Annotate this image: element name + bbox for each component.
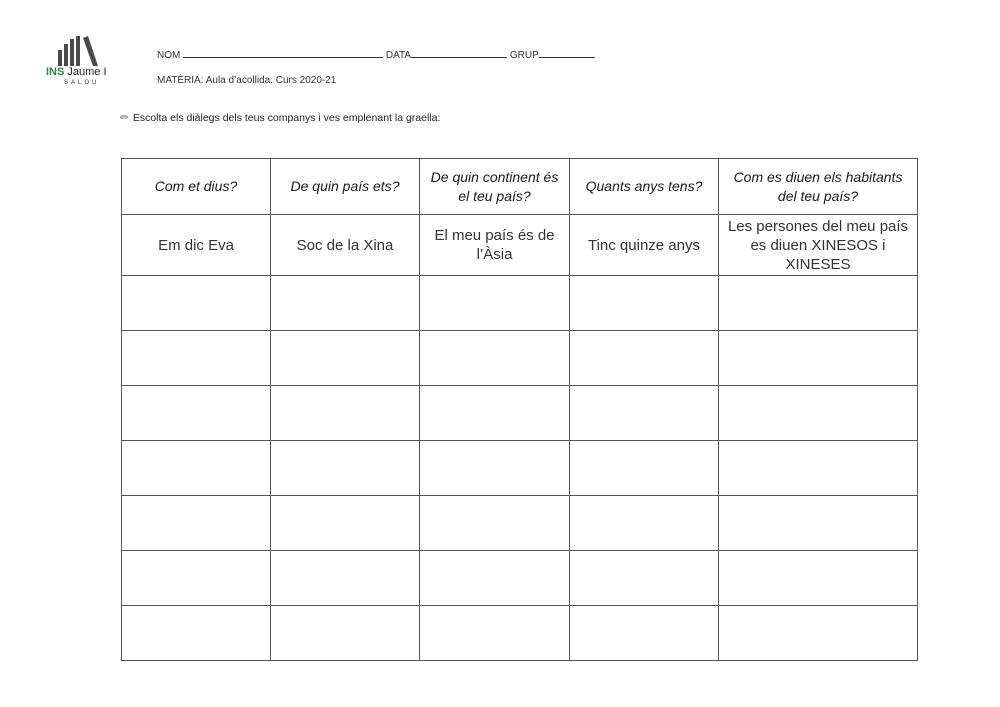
nom-label: NOM <box>157 50 181 61</box>
answer-cell[interactable] <box>271 551 420 606</box>
answer-cell[interactable] <box>420 331 570 386</box>
pencil-icon: ✏ <box>120 112 129 124</box>
answer-cell[interactable] <box>271 386 420 441</box>
school-logo <box>44 36 120 88</box>
example-cell-continent: El meu país és de l’Àsia <box>420 215 570 276</box>
answer-cell[interactable] <box>122 331 271 386</box>
answer-cell[interactable] <box>420 496 570 551</box>
answer-cell[interactable] <box>719 441 918 496</box>
header-cell-inhabitants: Com es diuen els habitants del teu país? <box>719 159 918 215</box>
example-cell-name: Em dic Eva <box>122 215 271 276</box>
school-name <box>46 66 107 78</box>
answer-cell[interactable] <box>570 496 719 551</box>
grup-label: GRUP <box>509 50 539 61</box>
instruction-text: Escolta els diàlegs dels teus companys i ves emplenant la graella: <box>132 112 441 124</box>
answer-cell[interactable] <box>570 276 719 331</box>
answer-cell[interactable] <box>719 276 918 331</box>
header-cell-continent: De quin continent és el teu país? <box>420 159 570 215</box>
school-city: SALOU <box>64 80 100 86</box>
data-label: DATA <box>385 50 412 61</box>
school-prefix: INS <box>46 66 65 78</box>
answer-row <box>122 496 918 551</box>
answer-cell[interactable] <box>570 606 719 661</box>
answer-cell[interactable] <box>122 276 271 331</box>
answer-cell[interactable] <box>420 386 570 441</box>
answer-row <box>122 606 918 661</box>
nom-field[interactable] <box>183 47 383 58</box>
answer-cell[interactable] <box>122 606 271 661</box>
answer-cell[interactable] <box>719 331 918 386</box>
answer-row <box>122 441 918 496</box>
student-info-line <box>157 47 595 61</box>
header-cell-name: Com et dius? <box>122 159 271 215</box>
blank-rows <box>122 276 918 661</box>
answer-row <box>122 331 918 386</box>
answer-cell[interactable] <box>570 551 719 606</box>
example-row <box>122 215 918 276</box>
answer-cell[interactable] <box>271 331 420 386</box>
answer-cell[interactable] <box>719 551 918 606</box>
books-icon <box>54 36 108 66</box>
answer-cell[interactable] <box>719 496 918 551</box>
answer-cell[interactable] <box>570 386 719 441</box>
answer-cell[interactable] <box>271 606 420 661</box>
answer-row <box>122 386 918 441</box>
answer-cell[interactable] <box>420 441 570 496</box>
answer-cell[interactable] <box>719 606 918 661</box>
answer-cell[interactable] <box>420 606 570 661</box>
subject-line: MATÈRIA: Aula d’acollida. Curs 2020-21 <box>157 75 337 86</box>
instruction <box>120 112 440 124</box>
answer-cell[interactable] <box>271 441 420 496</box>
worksheet-table <box>121 158 918 661</box>
answer-cell[interactable] <box>122 441 271 496</box>
school-title: Jaume I <box>67 66 107 78</box>
header-row <box>122 159 918 215</box>
answer-cell[interactable] <box>420 276 570 331</box>
example-cell-inhabitants: Les persones del meu país es diuen XINESOS i XINESES <box>719 215 918 276</box>
answer-cell[interactable] <box>570 331 719 386</box>
data-field[interactable] <box>411 47 507 58</box>
answer-row <box>122 551 918 606</box>
answer-cell[interactable] <box>122 386 271 441</box>
answer-cell[interactable] <box>271 276 420 331</box>
header-cell-age: Quants anys tens? <box>570 159 719 215</box>
header-cell-country: De quin país ets? <box>271 159 420 215</box>
answer-cell[interactable] <box>271 496 420 551</box>
example-cell-age: Tinc quinze anys <box>570 215 719 276</box>
example-cell-country: Soc de la Xina <box>271 215 420 276</box>
answer-cell[interactable] <box>719 386 918 441</box>
grup-field[interactable] <box>539 47 595 58</box>
answer-cell[interactable] <box>122 496 271 551</box>
answer-row <box>122 276 918 331</box>
answer-cell[interactable] <box>570 441 719 496</box>
answer-cell[interactable] <box>122 551 271 606</box>
answer-cell[interactable] <box>420 551 570 606</box>
